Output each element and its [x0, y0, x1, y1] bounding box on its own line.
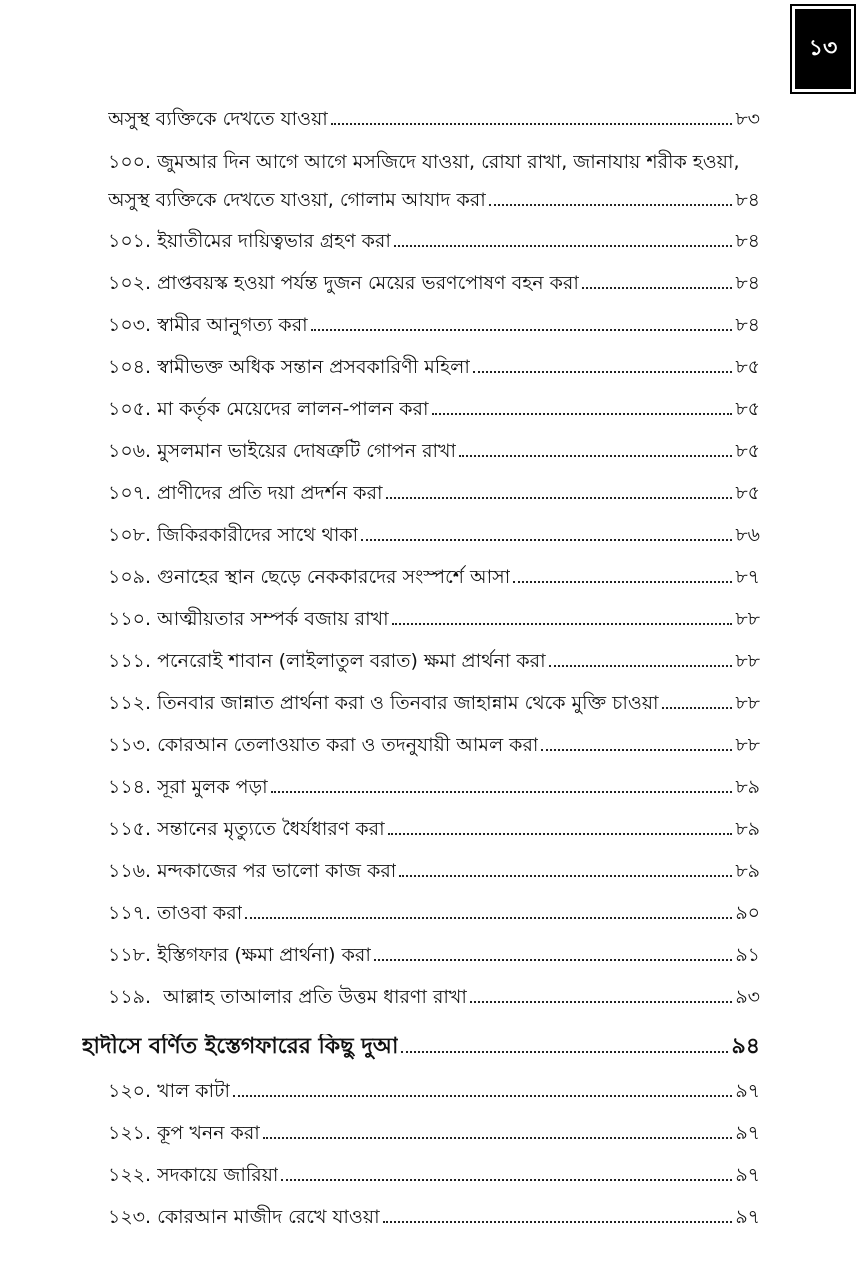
- toc-entry-page: ৯৪: [731, 1034, 760, 1059]
- toc-entry-page: ৯০: [735, 902, 760, 924]
- toc-entry-page: ৯৭: [735, 1122, 760, 1144]
- toc-entry-title: মুসলমান ভাইয়ের দোষত্রুটি গোপন রাখা: [157, 440, 457, 462]
- toc-entry: [108, 560, 760, 590]
- toc-entry-number: ১২২.: [108, 1164, 152, 1186]
- toc-entry-title: আত্মীয়তার সম্পর্ক বজায় রাখা: [157, 608, 389, 630]
- toc-entry-number: ১০২.: [108, 272, 152, 294]
- toc-entry-number: ১০৩.: [108, 314, 152, 336]
- toc-entry: [108, 1200, 760, 1230]
- toc-entry-number: ১২০.: [108, 1080, 152, 1102]
- toc-leader-dots: [582, 287, 732, 289]
- toc-entry-title: স্বামীর আনুগত্য করা: [157, 314, 308, 336]
- page-number-box: [790, 4, 856, 94]
- toc-entry: [108, 102, 760, 132]
- toc-leader-dots: [513, 581, 732, 583]
- toc-entry-page: ৮৯: [735, 818, 760, 840]
- toc-leader-dots: [432, 413, 733, 415]
- toc-leader-dots: [386, 497, 733, 499]
- toc-leader-dots: [489, 204, 733, 206]
- toc-entry-page: ৮৭: [735, 566, 760, 588]
- toc-entry-title: মন্দকাজের পর ভালো কাজ করা: [157, 860, 397, 882]
- toc-entry-number: ১১৪.: [108, 776, 152, 798]
- toc-entry: [108, 602, 760, 632]
- toc-entry-title: সদকায়ে জারিয়া: [157, 1164, 279, 1186]
- toc-entry: [108, 476, 760, 506]
- toc-leader-dots: [245, 917, 732, 919]
- toc-entry-page: ৮৪: [735, 189, 760, 211]
- toc-entry-page: ৮৫: [735, 482, 760, 504]
- toc-entry-number: ১১০.: [108, 608, 152, 630]
- toc-leader-dots: [470, 1001, 732, 1003]
- toc-entry-page: ৮৫: [735, 398, 760, 420]
- toc-entry: [108, 1158, 760, 1188]
- toc-entry-page: ৮৫: [735, 356, 760, 378]
- toc-leader-dots: [399, 875, 732, 877]
- toc-entry-title: প্রাপ্তবয়স্ক হওয়া পর্যন্ত দুজন মেয়ের ভরণপোষণ বহন করা: [157, 272, 579, 294]
- toc-entry-number: ১১৯.: [108, 986, 152, 1008]
- toc-entry-title: পনেরোই শাবান (লাইলাতুল বরাত) ক্ষমা প্রার্থনা করা: [157, 650, 546, 672]
- toc-entry-number: ১১৮.: [108, 944, 152, 966]
- toc-entry-number: ১২৩.: [108, 1206, 152, 1228]
- toc-entry: [108, 728, 760, 758]
- toc-entry-title: তিনবার জান্নাত প্রার্থনা করা ও তিনবার জাহান্নাম থেকে মুক্তি চাওয়া: [157, 692, 659, 714]
- toc-entry-page: ৮৯: [735, 776, 760, 798]
- toc-entry-title: প্রাণীদের প্রতি দয়া প্রদর্শন করা: [157, 482, 383, 504]
- toc-entry: [108, 434, 760, 464]
- toc-entry-number: ১০০.: [108, 151, 152, 173]
- toc-leader-dots: [263, 1137, 733, 1139]
- toc-entry: [108, 938, 760, 968]
- toc-entry: [108, 770, 760, 800]
- toc-entry-title: সন্তানের মৃত্যুতে ধৈর্যধারণ করা: [157, 818, 385, 840]
- toc-entry: [108, 350, 760, 380]
- toc-entry-title: জুমআর দিন আগে আগে মসজিদে যাওয়া, রোযা রাখা, জানাযায় শরীক হওয়া,: [157, 151, 740, 173]
- toc-entry: [108, 392, 760, 422]
- toc-leader-dots: [473, 371, 733, 373]
- toc-entry-title: আল্লাহ তাআলার প্রতি উত্তম ধারণা রাখা: [163, 986, 467, 1008]
- toc-entry-number: ১০৫.: [108, 398, 152, 420]
- toc-entry-page: ৯৩: [735, 986, 760, 1008]
- toc-leader-dots: [459, 455, 732, 457]
- toc-entry-page: ৮৪: [735, 230, 760, 252]
- toc-leader-dots: [311, 329, 733, 331]
- toc-entry: [108, 308, 760, 338]
- toc-section-heading: [82, 1030, 760, 1060]
- toc-entry-number: ১২১.: [108, 1122, 152, 1144]
- toc-leader-dots: [541, 749, 732, 751]
- toc-entry-page: ৮৪: [735, 314, 760, 336]
- toc-leader-dots: [374, 959, 732, 961]
- toc-entry-page: ৯৭: [735, 1206, 760, 1228]
- toc-entry: [108, 686, 760, 716]
- toc-entry: [108, 266, 760, 296]
- toc-entry-title: অসুস্থ ব্যক্তিকে দেখতে যাওয়া, গোলাম আযাদ করা: [108, 189, 486, 211]
- toc-entry-number: ১১৭.: [108, 902, 152, 924]
- toc-entry-title: গুনাহের স্থান ছেড়ে নেককারদের সংস্পর্শে আসা: [157, 566, 511, 588]
- toc-entry-page: ৮৮: [735, 608, 760, 630]
- toc-leader-dots: [383, 1221, 733, 1223]
- toc-entry: [108, 224, 760, 254]
- toc-entry-title: সূরা মুলক পড়া: [157, 776, 268, 798]
- toc-entry-page: ৮৩: [735, 108, 760, 130]
- toc-entry-page: ৯৭: [735, 1080, 760, 1102]
- toc-entry: [108, 644, 760, 674]
- toc-entry-number: ১০৯.: [108, 566, 152, 588]
- page-number: ১৩: [795, 9, 851, 89]
- toc-entry-title: তাওবা করা: [157, 902, 243, 924]
- toc-entry-page: ৮৯: [735, 860, 760, 882]
- toc-entry-number: ১০৮.: [108, 524, 152, 546]
- toc-entry: [108, 1116, 760, 1146]
- toc-entry-title: কূপ খনন করা: [157, 1122, 260, 1144]
- toc-entry-title: মা কর্তৃক মেয়েদের লালন-পালন করা: [157, 398, 429, 420]
- toc-entry-title: ইয়াতীমের দায়িত্বভার গ্রহণ করা: [157, 230, 391, 252]
- toc-leader-dots: [233, 1095, 732, 1097]
- toc-entry-title: ইস্তিগফার (ক্ষমা প্রার্থনা) করা: [157, 944, 371, 966]
- toc-entry: [108, 518, 760, 548]
- toc-entry: [108, 980, 760, 1010]
- toc-entry: [108, 1074, 760, 1104]
- toc-leader-dots: [662, 707, 733, 709]
- toc-leader-dots: [392, 623, 733, 625]
- toc-entry: [108, 812, 760, 842]
- toc-entry-number: ১০৬.: [108, 440, 152, 462]
- toc-entry-number: ১১৫.: [108, 818, 152, 840]
- toc-entry: [108, 896, 760, 926]
- toc-leader-dots: [388, 833, 733, 835]
- toc-leader-dots: [271, 791, 733, 793]
- toc-leader-dots: [331, 123, 733, 125]
- toc-entry-number: ১১৩.: [108, 734, 152, 756]
- toc-entry-page: ৮৫: [735, 440, 760, 462]
- toc-entry-number: ১১১.: [108, 650, 152, 672]
- toc-entry-page: ৮৮: [735, 734, 760, 756]
- toc-entry-title: অসুস্থ ব্যক্তিকে দেখতে যাওয়া: [108, 108, 328, 130]
- toc-entry-title: জিকিরকারীদের সাথে থাকা: [157, 524, 359, 546]
- toc-entry-page: ৯৭: [735, 1164, 760, 1186]
- toc-leader-dots: [549, 665, 733, 667]
- toc-entry-number: ১০৪.: [108, 356, 152, 378]
- toc-entry: [108, 854, 760, 884]
- toc-entry-page: ৮৬: [735, 524, 760, 546]
- toc-leader-dots: [394, 245, 732, 247]
- toc-entry-page: ৮৮: [735, 650, 760, 672]
- toc-entry-number: ১১৬.: [108, 860, 152, 882]
- toc-leader-dots: [281, 1179, 732, 1181]
- toc-entry-page: ৮৪: [735, 272, 760, 294]
- toc-leader-dots: [401, 1051, 728, 1053]
- toc-entry-number: ১০৭.: [108, 482, 152, 504]
- toc-leader-dots: [361, 539, 732, 541]
- toc-section-title: হাদীসে বর্ণিত ইস্তেগফারের কিছু দুআ: [82, 1034, 399, 1059]
- toc-entry: [108, 145, 768, 175]
- toc-entry-page: ৮৮: [735, 692, 760, 714]
- toc-entry-title: স্বামীভক্ত অধিক সন্তান প্রসবকারিণী মহিলা: [157, 356, 470, 378]
- toc-entry-number: ১১২.: [108, 692, 152, 714]
- toc-entry-continued: [108, 183, 760, 213]
- toc-entry-title: কোরআন মাজীদ রেখে যাওয়া: [157, 1206, 380, 1228]
- toc-entry-title: কোরআন তেলাওয়াত করা ও তদনুযায়ী আমল করা: [157, 734, 539, 756]
- toc-entry-page: ৯১: [735, 944, 760, 966]
- toc-entry-number: ১০১.: [108, 230, 152, 252]
- toc-entry-title: খাল কাটা: [157, 1080, 230, 1102]
